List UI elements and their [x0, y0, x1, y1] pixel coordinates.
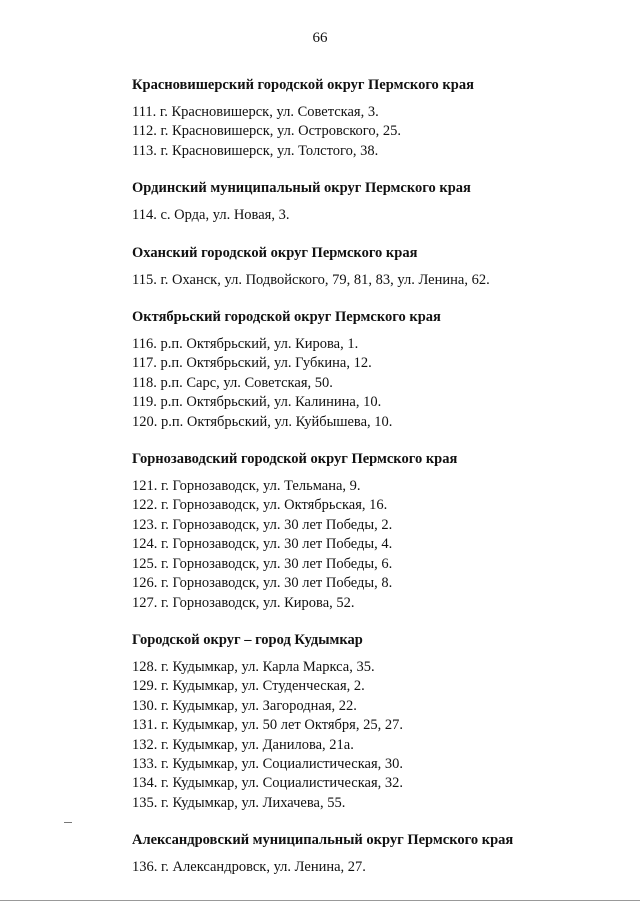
list-item: 134. г. Кудымкар, ул. Социалистическая, 32. — [132, 775, 403, 792]
margin-mark — [64, 822, 72, 823]
section-aleksandrovsky — [132, 831, 612, 877]
list-item: 112. г. Красновишерск, ул. Островского, 25. — [132, 123, 402, 140]
list-item: 124. г. Горнозаводск, ул. 30 лет Победы, 4. — [132, 536, 393, 553]
list-item: 119. р.п. Октябрьский, ул. Калинина, 10. — [132, 394, 382, 411]
list-item: 122. г. Горнозаводск, ул. Октябрьская, 16. — [132, 497, 388, 514]
section-title: Красновишерский городской округ Пермского края — [132, 77, 474, 93]
section-title: Оханский городской округ Пермского края — [132, 244, 418, 261]
list-item: 120. р.п. Октябрьский, ул. Куйбышева, 10. — [132, 413, 393, 430]
section-title: Горнозаводский городской округ Пермского края — [132, 451, 458, 468]
section-okhansky — [132, 244, 612, 290]
list-item: 121. г. Горнозаводск, ул. Тельмана, 9. — [132, 478, 361, 495]
section-gornozavodsky — [132, 450, 612, 613]
list-item: 131. г. Кудымкар, ул. 50 лет Октября, 25, 27. — [132, 717, 403, 734]
address-list — [132, 76, 612, 896]
section-krasnovishersky — [132, 76, 612, 161]
list-item: 125. г. Горнозаводск, ул. 30 лет Победы, 6. — [132, 555, 393, 572]
list-item: 135. г. Кудымкар, ул. Лихачева, 55. — [132, 794, 346, 811]
list-item: 111. г. Красновишерск, ул. Советская, 3. — [132, 104, 379, 120]
list-item: 114. с. Орда, ул. Новая, 3. — [132, 207, 290, 224]
section-title: Александровский муниципальный округ Пермского края — [132, 832, 514, 849]
list-item: 136. г. Александровск, ул. Ленина, 27. — [132, 859, 366, 876]
list-item: 132. г. Кудымкар, ул. Данилова, 21а. — [132, 736, 354, 753]
section-oktyabrsky — [132, 308, 612, 432]
section-title: Октябрьский городской округ Пермского края — [132, 309, 441, 326]
list-item: 128. г. Кудымкар, ул. Карла Маркса, 35. — [132, 658, 375, 675]
list-item: 115. г. Оханск, ул. Подвойского, 79, 81, 83, ул. Ленина, 62. — [132, 271, 490, 288]
list-item: 116. р.п. Октябрьский, ул. Кирова, 1. — [132, 336, 359, 353]
list-item: 129. г. Кудымкар, ул. Студенческая, 2. — [132, 678, 365, 695]
list-item: 126. г. Горнозаводск, ул. 30 лет Победы, 8. — [132, 575, 393, 592]
list-item: 117. р.п. Октябрьский, ул. Губкина, 12. — [132, 355, 372, 372]
list-item: 113. г. Красновишерск, ул. Толстого, 38. — [132, 142, 379, 159]
list-item: 133. г. Кудымкар, ул. Социалистическая, 30. — [132, 755, 403, 772]
section-title: Ординский муниципальный округ Пермского края — [132, 180, 471, 197]
page-bottom-edge — [0, 900, 640, 901]
list-item: 130. г. Кудымкар, ул. Загородная, 22. — [132, 697, 357, 714]
section-title: Городской округ – город Кудымкар — [132, 631, 363, 648]
section-kudymkar — [132, 631, 612, 813]
section-ordinsky — [132, 179, 612, 225]
list-item: 127. г. Горнозаводск, ул. Кирова, 52. — [132, 594, 355, 611]
list-item: 118. р.п. Сарс, ул. Советская, 50. — [132, 374, 333, 391]
list-item: 123. г. Горнозаводск, ул. 30 лет Победы, 2. — [132, 516, 393, 533]
page-number: 66 — [312, 30, 328, 46]
